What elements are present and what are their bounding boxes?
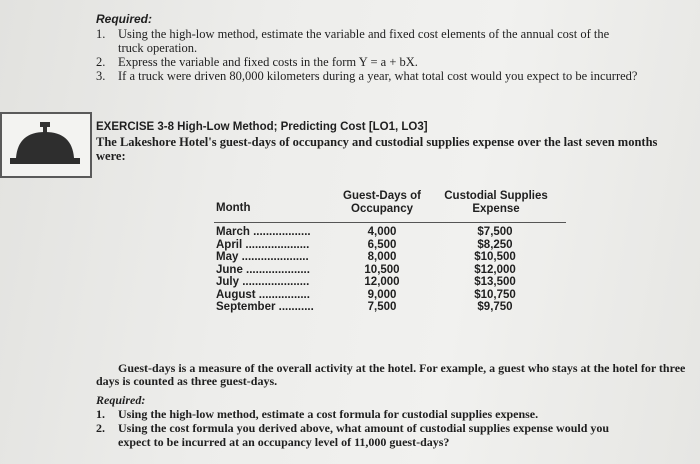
question-1-top xyxy=(96,27,686,41)
guest-days-cell: 12,000 xyxy=(364,276,400,288)
header-cost-line1: Custodial Supplies xyxy=(444,190,548,202)
required-heading-top: Required: xyxy=(96,12,153,26)
question-1-continuation: truck operation. xyxy=(118,41,198,55)
question-3-top xyxy=(96,69,696,83)
guest-days-cell: 9,000 xyxy=(367,288,397,301)
month-cell: March .................. xyxy=(216,226,311,238)
expense-cell: $10,750 xyxy=(474,288,516,301)
question-text: Using the high-low method, estimate the variable and fixed cost elements of the annual cost of the xyxy=(118,27,610,41)
guest-days-cell: 10,500 xyxy=(364,263,400,276)
guest-days-cell: 4,000 xyxy=(367,226,397,238)
expense-cell: $13,500 xyxy=(474,276,516,288)
month-cell: April .................... xyxy=(216,238,310,251)
service-bell-icon xyxy=(0,112,92,178)
header-guest-line2: Occupancy xyxy=(351,203,413,215)
guest-days-note: Guest-days is a measure of the overall activity at the hotel. For example, a guest who stays at the hotel for three days is counted as three guest-days. xyxy=(96,361,686,388)
expense-cell: $10,500 xyxy=(474,251,516,263)
custodial-expense-column xyxy=(446,226,544,314)
guest-days-column xyxy=(342,226,422,314)
data-table xyxy=(214,188,574,338)
header-custodial-expense xyxy=(436,190,556,216)
question-text: If a truck were driven 80,000 kilometers during a year, what total cost would you expect to be incurred? xyxy=(118,69,638,83)
question-2-bottom-continuation: expect to be incurred at an occupancy level of 11,000 guest-days? xyxy=(118,435,450,449)
header-cost-line2: Expense xyxy=(472,203,520,215)
guest-days-cell: 7,500 xyxy=(367,301,397,313)
header-guest-days xyxy=(332,190,432,216)
expense-cell: $8,250 xyxy=(477,238,513,251)
question-text: Express the variable and fixed costs in the form Y = a + bX. xyxy=(118,55,418,69)
question-2-bottom xyxy=(96,422,696,435)
month-cell: June .................... xyxy=(216,263,310,276)
guest-days-cell: 6,500 xyxy=(367,238,397,251)
exercise-heading: EXERCISE 3-8 High-Low Method; Predicting Cost [LO1, LO3] xyxy=(96,121,428,133)
required-heading-bottom: Required: xyxy=(96,393,146,407)
month-cell: August ................ xyxy=(216,288,310,301)
question-text: Using the cost formula you derived above, what amount of custodial supplies expense would you xyxy=(118,421,610,435)
header-month: Month xyxy=(216,202,251,214)
month-column xyxy=(216,226,336,314)
guest-days-cell: 8,000 xyxy=(367,251,397,263)
expense-cell: $7,500 xyxy=(477,226,513,238)
question-text: Using the high-low method, estimate a cost formula for custodial supplies expense. xyxy=(118,407,539,421)
month-cell: September ........... xyxy=(216,301,314,313)
question-number: 1. xyxy=(96,27,106,41)
header-guest-line1: Guest-Days of xyxy=(343,190,421,202)
question-2-top xyxy=(96,55,418,69)
question-1-bottom xyxy=(96,408,696,421)
exercise-intro: The Lakeshore Hotel's guest-days of occupancy and custodial supplies expense over the last seven months were: xyxy=(96,135,658,163)
question-number: 2. xyxy=(96,421,105,435)
month-cell: July ..................... xyxy=(216,276,310,288)
header-divider xyxy=(214,222,566,223)
question-number: 2. xyxy=(96,55,106,69)
question-number: 3. xyxy=(96,69,106,83)
question-number: 1. xyxy=(96,407,105,421)
expense-cell: $12,000 xyxy=(474,263,516,276)
expense-cell: $9,750 xyxy=(477,301,513,313)
month-cell: May ..................... xyxy=(216,251,309,263)
